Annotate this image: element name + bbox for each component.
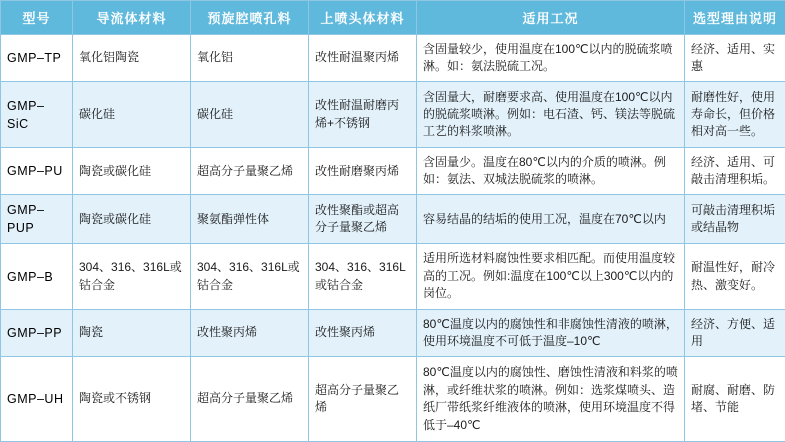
cell-guide-material: 陶瓷或碳化硅: [73, 195, 191, 244]
cell-swirl-material: 超高分子量聚乙烯: [191, 357, 309, 442]
cell-swirl-material: 聚氨酯弹性体: [191, 195, 309, 244]
cell-nozzle-material: 304、316、316L或钴合金: [309, 244, 417, 310]
cell-conditions: 适用所选材料腐蚀性要求相匹配。而使用温度较高的工况。例如:温度在100℃以上300℃以内的岗位。: [417, 244, 685, 310]
cell-guide-material: 氧化铝陶瓷: [73, 35, 191, 82]
cell-conditions: 80℃温度以内的腐蚀性、磨蚀性清液和料浆的喷淋，或纤维状浆的喷淋。例如：选浆煤喷头、造纸厂带纸浆纤维液体的喷淋，使用环境温度不得低于–40℃: [417, 357, 685, 442]
cell-guide-material: 陶瓷: [73, 310, 191, 357]
table-row: [1, 310, 785, 357]
cell-model: GMP–PUP: [1, 195, 73, 244]
table-row: [1, 35, 785, 82]
cell-conditions: 含固量较少，使用温度在100℃以内的脱硫浆喷淋。如：氨法脱硫工况。: [417, 35, 685, 82]
header-selection-reason: 选型理由说明: [685, 1, 785, 35]
cell-guide-material: 陶瓷或不锈钢: [73, 357, 191, 442]
cell-guide-material: 304、316、316L或钴合金: [73, 244, 191, 310]
cell-swirl-material: 氧化铝: [191, 35, 309, 82]
table-row: [1, 195, 785, 244]
cell-model: GMP–PU: [1, 148, 73, 195]
cell-reason: 耐磨性好，使用寿命长，但价格相对高一些。: [685, 82, 785, 148]
cell-nozzle-material: 超高分子量聚乙烯: [309, 357, 417, 442]
cell-swirl-material: 超高分子量聚乙烯: [191, 148, 309, 195]
cell-conditions: 80℃温度以内的腐蚀性和非腐蚀性清液的喷淋，使用环境温度不可低于温度–10℃: [417, 310, 685, 357]
cell-model: GMP–UH: [1, 357, 73, 442]
table-header: [1, 1, 785, 35]
header-guide-material: 导流体材料: [73, 1, 191, 35]
header-row: [1, 1, 785, 35]
table-row: [1, 148, 785, 195]
cell-model: GMP–B: [1, 244, 73, 310]
cell-nozzle-material: 改性聚丙烯: [309, 310, 417, 357]
cell-guide-material: 碳化硅: [73, 82, 191, 148]
cell-swirl-material: 304、316、316L或钴合金: [191, 244, 309, 310]
table-row: [1, 244, 785, 310]
cell-model: GMP–SiC: [1, 82, 73, 148]
cell-swirl-material: 碳化硅: [191, 82, 309, 148]
cell-conditions: 含固量少。温度在80℃以内的介质的喷淋。例如：氨法、双城法脱硫浆的喷淋。: [417, 148, 685, 195]
cell-nozzle-material: 改性耐温耐磨丙烯+不锈钢: [309, 82, 417, 148]
cell-reason: 可敲击清理积垢或结晶物: [685, 195, 785, 244]
cell-conditions: 含固量大，耐磨要求高、使用温度在100℃以内的脱硫浆喷淋。例如：电石渣、钙、镁法等脱硫工艺的料浆喷淋。: [417, 82, 685, 148]
cell-reason: 耐腐、耐磨、防堵、节能: [685, 357, 785, 442]
cell-nozzle-material: 改性耐温聚丙烯: [309, 35, 417, 82]
cell-swirl-material: 改性聚丙烯: [191, 310, 309, 357]
cell-reason: 经济、适用、实惠: [685, 35, 785, 82]
table-row: [1, 82, 785, 148]
cell-nozzle-material: 改性聚酯或超高分子量聚乙烯: [309, 195, 417, 244]
table-row: [1, 357, 785, 442]
header-nozzle-body-material: 上喷头体材料: [309, 1, 417, 35]
cell-guide-material: 陶瓷或碳化硅: [73, 148, 191, 195]
cell-nozzle-material: 改性耐磨聚丙烯: [309, 148, 417, 195]
cell-reason: 耐温性好，耐冷热、激变好。: [685, 244, 785, 310]
cell-model: GMP–PP: [1, 310, 73, 357]
table-body: [1, 35, 785, 442]
header-applicable-conditions: 适用工况: [417, 1, 685, 35]
cell-reason: 经济、适用、可敲击清理积垢。: [685, 148, 785, 195]
cell-model: GMP–TP: [1, 35, 73, 82]
cell-conditions: 容易结晶的结垢的使用工况，温度在70℃以内: [417, 195, 685, 244]
cell-reason: 经济、方便、适用: [685, 310, 785, 357]
header-model: 型号: [1, 1, 73, 35]
header-swirl-chamber-material: 预旋腔喷孔料: [191, 1, 309, 35]
